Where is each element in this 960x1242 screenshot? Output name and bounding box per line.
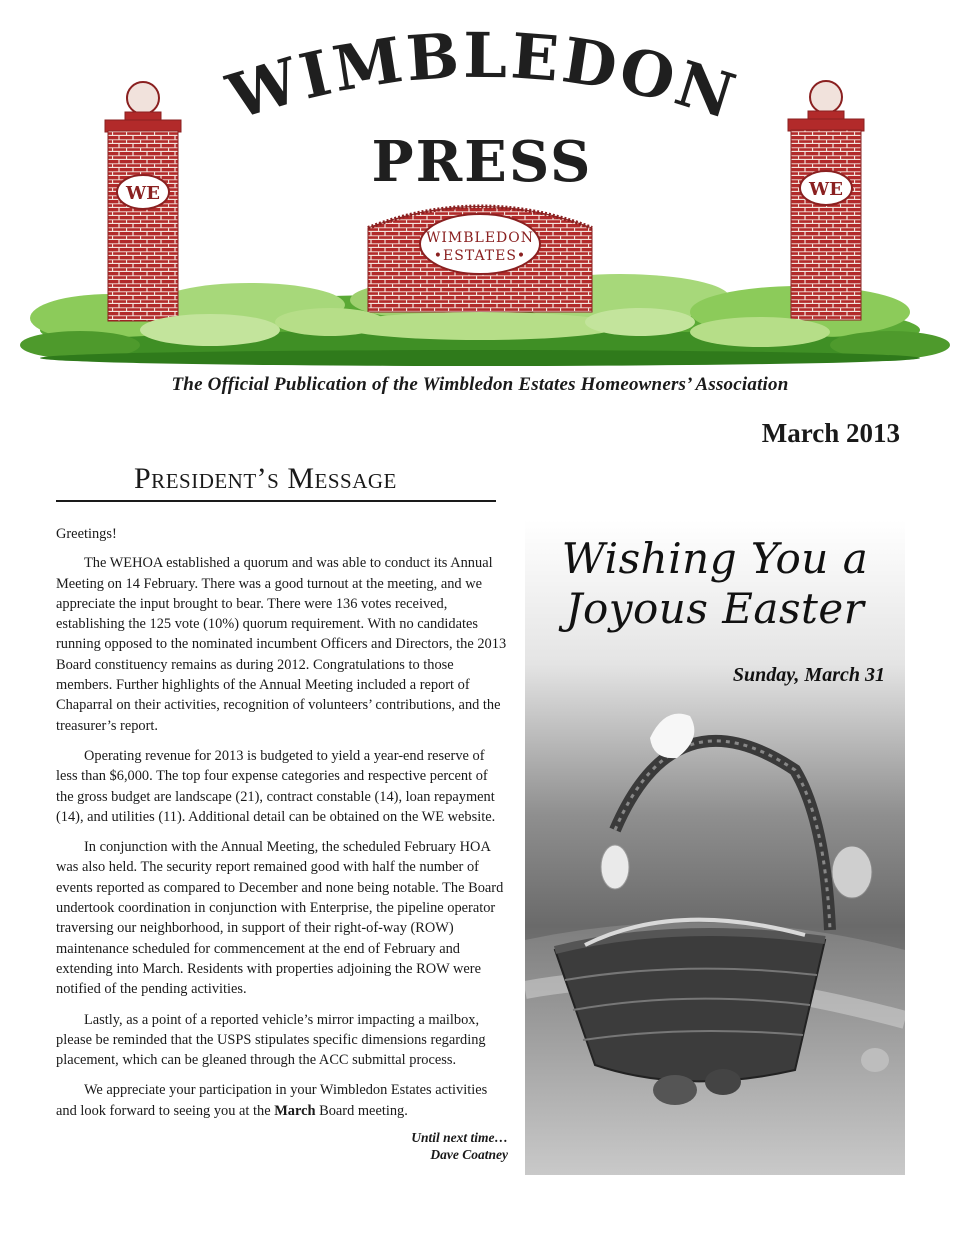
masthead-illustration — [0, 0, 960, 375]
easter-date: Sunday, March 31 — [732, 664, 885, 686]
easter-title-line2: Joyous Easter — [565, 584, 865, 633]
paragraph: Lastly, as a point of a reported vehicle’s mirror impacting a mailbox, please be reminded that the USPS stipulates specific dimensions regarding placement, which can be gleaned through the ACC submittal process. — [56, 1011, 486, 1069]
greeting: Greetings! — [56, 526, 117, 542]
pillar-logo-right: WE — [809, 179, 843, 200]
easter-title — [525, 534, 905, 634]
paragraph: The WEHOA established a quorum and was able to conduct its Annual Meeting on 14 February. There was a good turnout at the meeting, and we appreciate the input brought to bear. There were 136 votes received, establishing the 125 vote (10%) quorum requirement. With no candidates running opposed to the nominated incumbent Officers and Directors, the 2013 Board constituency remains as during 2012. Congratulations to those members. Further highlights of the Annual Meeting included a report of Chaparral on their activities, recognition of volunteers’ contributions, and the treasurer’s report. — [56, 555, 507, 734]
masthead-title-line1: WIMBLEDON — [219, 18, 746, 135]
issue-date: March 2013 — [761, 418, 900, 448]
easter-title-line1: Wishing You a — [561, 534, 869, 583]
masthead — [0, 0, 960, 375]
sign-line2: •ESTATES• — [433, 248, 527, 264]
signature-block — [56, 1129, 508, 1163]
masthead-title-line2: PRESS — [371, 129, 593, 195]
signature: Dave Coatney — [430, 1147, 508, 1163]
paragraph: In conjunction with the Annual Meeting, the scheduled February HOA was also held. The security report remained good with half the number of events reported as compared to December and none being notable. The Board undertook coordination in conjunction with Enterprise, the pipeline operator traversing our neighborhood, in support of their right-of-way (ROW) maintenance scheduled for commencement at the end of February and extending into March. Residents with properties adjoining the ROW were notified of the pending activities. — [56, 839, 504, 998]
presidents-message-section — [56, 462, 508, 1163]
masthead-tagline: The Official Publication of the Wimbledon Estates Homeowners’ Association — [171, 374, 789, 395]
signoff: Until next time… — [411, 1130, 508, 1146]
easter-greeting-panel — [525, 520, 905, 1175]
left-brick-pillar — [105, 82, 181, 321]
closing-text-end: Board meeting. — [315, 1102, 408, 1119]
closing-month: March — [274, 1102, 316, 1119]
section-heading: President’s Message — [56, 462, 496, 502]
right-brick-pillar — [788, 81, 864, 320]
paragraph: Operating revenue for 2013 is budgeted to yield a year-end reserve of less than $6,000. The top four expense categories and respective percent of the gross budget are landscape (21), contract constable (14), loan repayment (14), and utilities (11). Additional detail can be obtained on the WE website. — [56, 747, 496, 825]
message-body — [56, 524, 508, 1163]
closing-paragraph — [56, 1080, 508, 1121]
closing-text: We appreciate your participation in your Wimbledon Estates activities and look forward to seeing you at the — [56, 1082, 488, 1119]
pillar-logo-left: WE — [126, 183, 160, 204]
sign-line1: WIMBLEDON — [425, 230, 535, 246]
entrance-sign-wall — [368, 207, 592, 313]
